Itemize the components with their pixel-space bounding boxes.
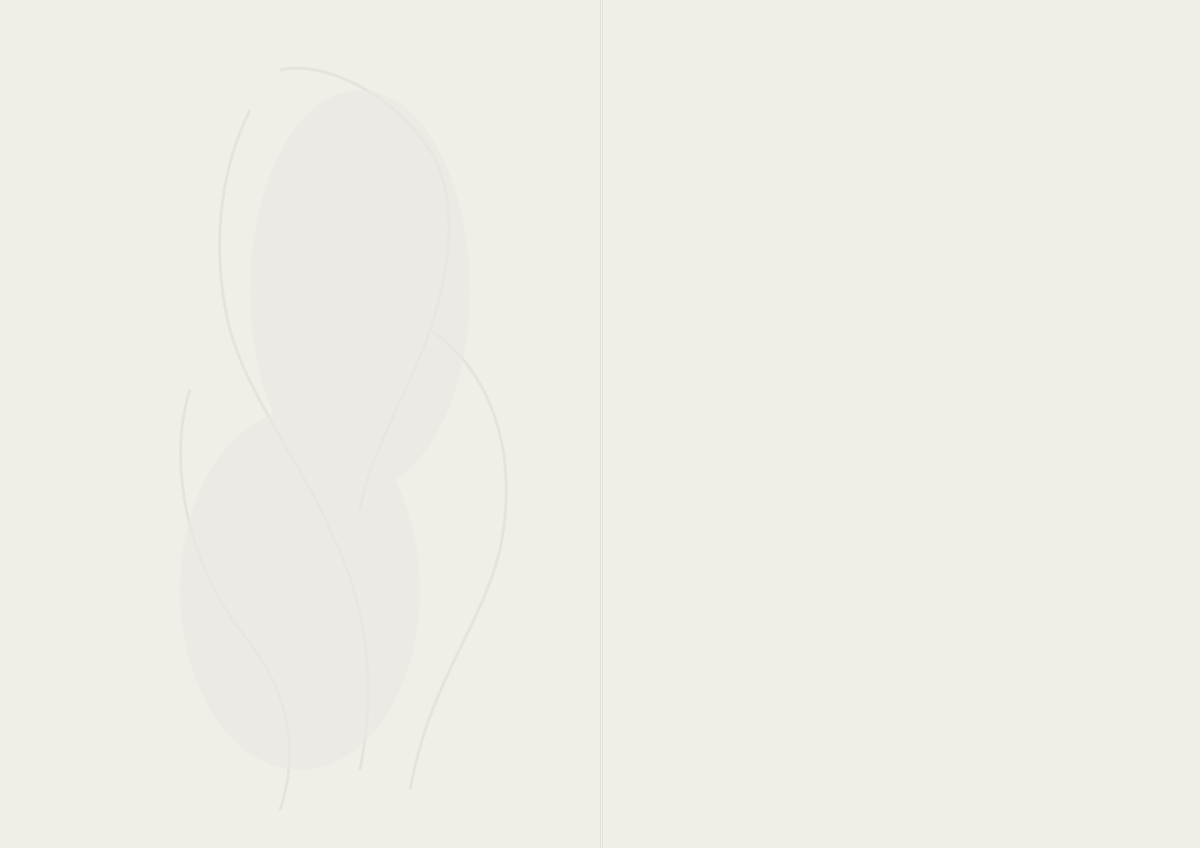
blossom-border-bottom [690, 690, 1140, 800]
life-dates [66, 108, 70, 128]
page-fold [600, 0, 603, 848]
blossom-border-top [640, 34, 1170, 184]
praying-hands-watermark [130, 30, 550, 810]
